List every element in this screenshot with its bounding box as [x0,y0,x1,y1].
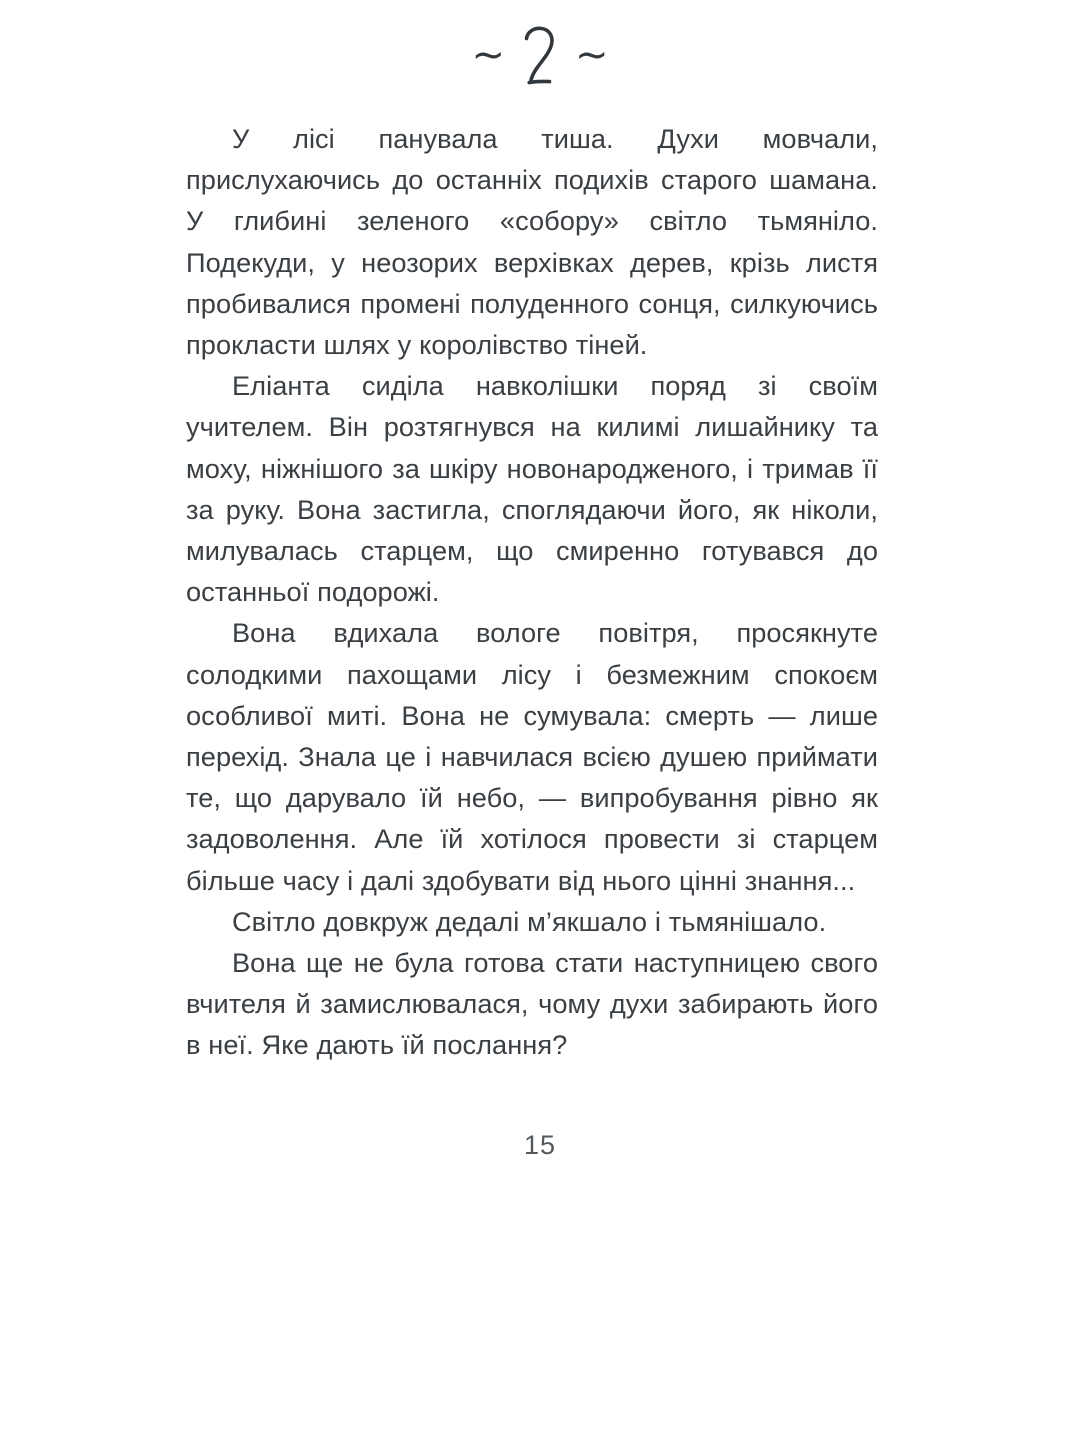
page-number: 15 [523,1130,557,1160]
body-paragraph: У лісі панувала тиша. Духи мовчали, прислухаючись до останніх подихів старого шамана. У глибині зеленого «собору» світло тьмяніло. Подекуди, у неозорих верхівках дерев, крізь листя пробивалися промені полуденного сонця, силкуючись прокласти шлях у королівство тіней. [186,123,878,361]
chapter-number [516,26,564,88]
chapter-heading [0,18,1080,96]
body-text-column [186,118,878,1066]
tilde-ornament-left: ~ [471,32,505,78]
tilde-ornament-right: ~ [575,32,609,78]
body-paragraph: Вона ще не була готова стати наступницею свого вчителя й замислювалася, чому духи забирають його в неї. Яке дають їй послання? [186,947,878,1061]
chapter-number-glyph [516,26,564,88]
body-paragraph: Світло довкруж дедалі м’якшало і тьмянішало. [232,905,827,937]
body-paragraph: Вона вдихала вологе повітря, просякнуте солодкими пахощами лісу і безмежним спокоєм особливої миті. Вона не сумувала: смерть — лише перехід. Знала це і навчилася всією душею приймати те, що дарувало їй небо, — випробування рівно як задоволення. Але їй хотілося провести зі старцем більше часу і далі здобувати від нього цінні знання... [186,617,878,896]
body-paragraph: Еліанта сиділа навколішки поряд зі своїм учителем. Він розтягнувся на килимі лишайнику та моху, ніжнішого за шкіру новонародженого, і тримав її за руку. Вона застигла, споглядаючи його, як ніколи, милувалась старцем, що смиренно готувався до останньої подорожі. [186,370,878,608]
